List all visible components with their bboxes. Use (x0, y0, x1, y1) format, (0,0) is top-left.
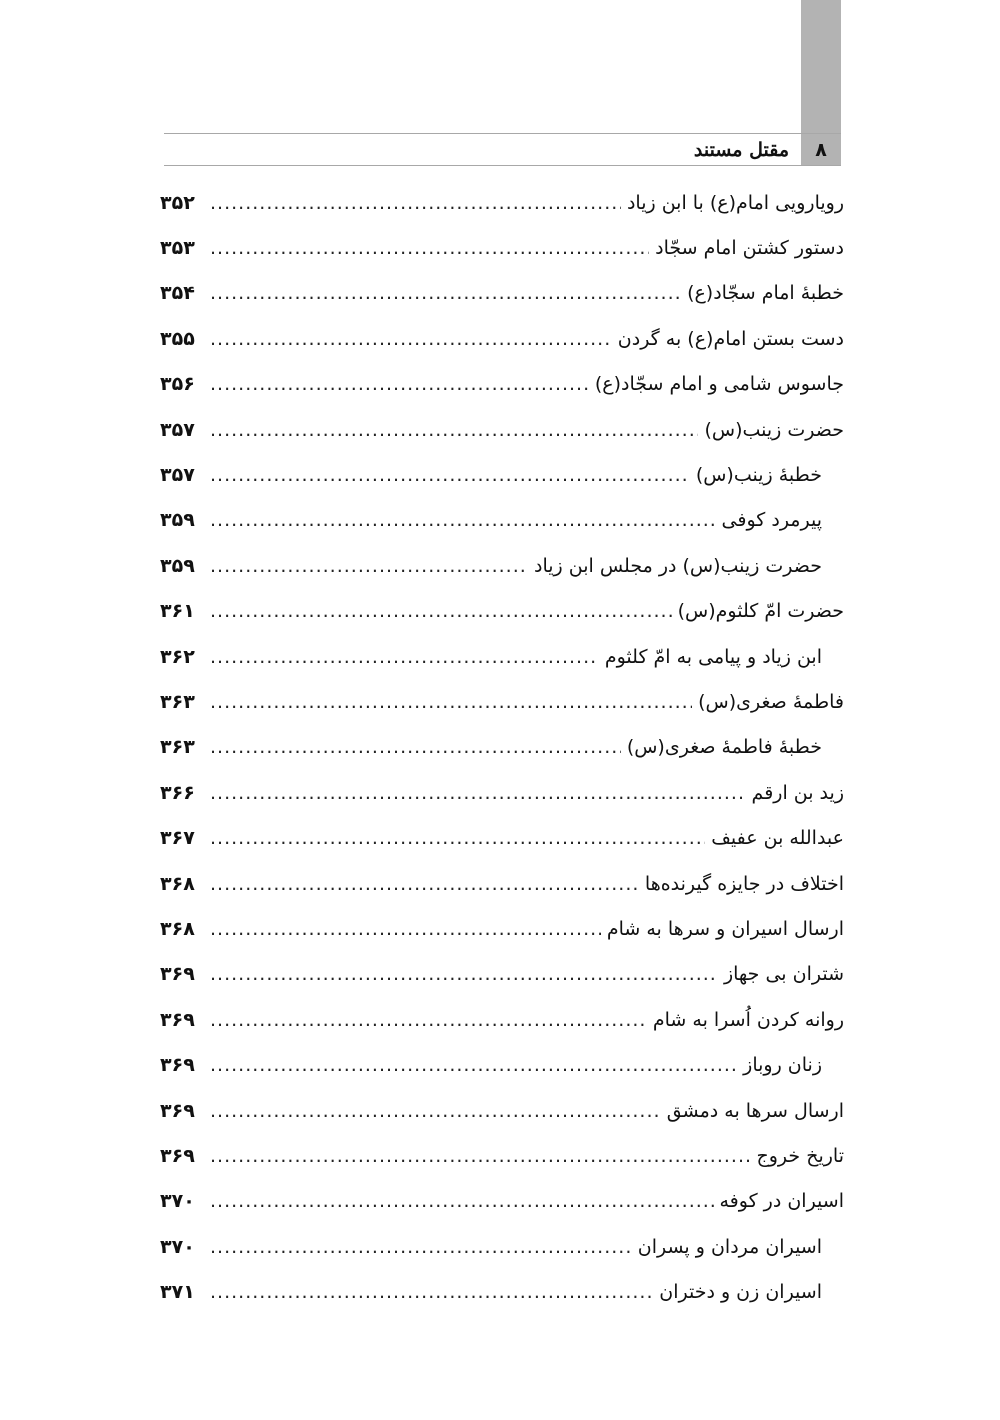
toc-entry-page: ۳۶۹ (160, 1099, 195, 1122)
toc-dot-leader (210, 782, 746, 804)
toc-entry (160, 770, 844, 815)
toc-entry-title: زید بن ارقم (751, 781, 844, 804)
toc-entry-title: حضرت زینب(س) در مجلس ابن زیاد (534, 554, 822, 577)
toc-entry-page: ۳۶۹ (160, 963, 195, 986)
toc-entry-page: ۳۵۹ (160, 509, 195, 532)
toc-entry-title: شتران بی جهاز (723, 963, 844, 986)
toc-dot-leader (210, 328, 612, 350)
toc-entry-title: جاسوس شامی و امام سجّاد(ع) (594, 373, 844, 396)
toc-dot-leader (210, 464, 690, 486)
toc-entry (160, 407, 844, 452)
toc-entry-title: خطبهٔ فاطمهٔ صغری(س) (626, 736, 822, 759)
toc-entry (160, 1269, 844, 1314)
toc-entry-title: عبدالله بن عفیف (711, 827, 844, 850)
header-bottom-rule (164, 165, 841, 166)
toc-entry (160, 180, 844, 225)
toc-entry-page: ۳۶۸ (160, 872, 195, 895)
toc-entry-title: رویارویی امام(ع) با ابن زیاد (626, 191, 844, 214)
toc-dot-leader (210, 1281, 653, 1303)
toc-entry-title: دستور کشتن امام سجّاد (655, 237, 844, 260)
toc-entry-page: ۳۶۲ (160, 645, 195, 668)
toc-entry (160, 634, 844, 679)
toc-entry (160, 589, 844, 634)
toc-entry (160, 952, 844, 997)
toc-entry-page: ۳۶۳ (160, 736, 195, 759)
toc-entry-title: اسیران مردان و پسران (637, 1235, 822, 1258)
toc-entry-page: ۳۵۳ (160, 237, 195, 260)
toc-entry (160, 679, 844, 724)
toc-entry-page: ۳۶۱ (160, 600, 195, 623)
toc-entry-page: ۳۶۷ (160, 827, 195, 850)
toc-entry-title: اختلاف در جایزه گیرنده‌ها (644, 872, 844, 895)
toc-entry-title: پیرمرد کوفی (721, 509, 822, 532)
toc-entry-title: ارسال اسیران و سرها به شام (606, 917, 844, 940)
toc-entry (160, 543, 844, 588)
toc-entry-title: اسیران زن و دختران (659, 1281, 822, 1304)
toc-entry-page: ۳۶۹ (160, 1144, 195, 1167)
toc-entry-page: ۳۵۵ (160, 327, 195, 350)
toc-entry-page: ۳۶۶ (160, 781, 195, 804)
toc-entry (160, 362, 844, 407)
table-of-contents (160, 180, 844, 1315)
toc-entry-title: روانه کردن اُسرا به شام (652, 1008, 844, 1031)
page-number: ۸ (815, 138, 827, 161)
toc-dot-leader (210, 419, 698, 441)
toc-entry-page: ۳۵۶ (160, 373, 195, 396)
toc-dot-leader (210, 963, 718, 985)
toc-dot-leader (210, 282, 681, 304)
toc-dot-leader (210, 509, 716, 531)
toc-dot-leader (210, 1145, 750, 1167)
toc-entry-title: تاریخ خروج (756, 1144, 844, 1167)
toc-dot-leader (210, 736, 621, 758)
toc-dot-leader (210, 1236, 632, 1258)
toc-entry-page: ۳۶۹ (160, 1054, 195, 1077)
toc-entry (160, 906, 844, 951)
toc-dot-leader (210, 1100, 661, 1122)
toc-entry-page: ۳۶۹ (160, 1008, 195, 1031)
toc-entry-title: حضرت امّ کلثوم(س) (677, 600, 844, 623)
toc-dot-leader (210, 1054, 737, 1076)
toc-entry-page: ۳۵۷ (160, 418, 195, 441)
toc-entry-title: ارسال سرها به دمشق (666, 1099, 844, 1122)
toc-dot-leader (210, 1009, 647, 1031)
toc-entry-title: اسیران در کوفه (719, 1190, 844, 1213)
toc-entry (160, 725, 844, 770)
toc-entry-title: خطبهٔ زینب(س) (695, 464, 822, 487)
toc-dot-leader (210, 1190, 714, 1212)
toc-entry-page: ۳۵۹ (160, 554, 195, 577)
toc-entry (160, 498, 844, 543)
toc-dot-leader (210, 192, 621, 214)
toc-entry-page: ۳۷۱ (160, 1281, 195, 1304)
toc-entry (160, 1133, 844, 1178)
toc-dot-leader (210, 600, 672, 622)
toc-dot-leader (210, 237, 649, 259)
toc-entry-title: ابن زیاد و پیامی به امّ کلثوم (604, 645, 822, 668)
toc-entry-page: ۳۵۴ (160, 282, 195, 305)
toc-entry (160, 225, 844, 270)
toc-dot-leader (210, 873, 639, 895)
toc-entry (160, 271, 844, 316)
toc-dot-leader (210, 555, 528, 577)
book-title: مقتل مستند (693, 138, 789, 161)
toc-entry (160, 1179, 844, 1224)
toc-entry-page: ۳۷۰ (160, 1190, 195, 1213)
toc-entry (160, 861, 844, 906)
toc-entry (160, 1042, 844, 1087)
toc-entry-title: دست بستن امام(ع) به گردن (617, 327, 844, 350)
toc-entry-page: ۳۵۲ (160, 191, 195, 214)
toc-entry-page: ۳۵۷ (160, 464, 195, 487)
toc-entry-title: فاطمهٔ صغری(س) (698, 690, 844, 713)
toc-entry-title: حضرت زینب(س) (704, 418, 844, 441)
toc-dot-leader (210, 918, 601, 940)
toc-entry-page: ۳۶۳ (160, 690, 195, 713)
toc-entry-title: زنان روباز (743, 1054, 822, 1077)
toc-entry (160, 1088, 844, 1133)
toc-entry-page: ۳۷۰ (160, 1235, 195, 1258)
toc-entry-title: خطبهٔ امام سجّاد(ع) (687, 282, 844, 305)
toc-entry (160, 997, 844, 1042)
running-header (164, 134, 841, 165)
toc-dot-leader (210, 646, 599, 668)
toc-entry (160, 452, 844, 497)
toc-entry-page: ۳۶۸ (160, 917, 195, 940)
toc-entry (160, 815, 844, 860)
toc-dot-leader (210, 373, 589, 395)
toc-entry (160, 316, 844, 361)
toc-entry (160, 1224, 844, 1269)
toc-dot-leader (210, 827, 705, 849)
toc-dot-leader (210, 691, 692, 713)
